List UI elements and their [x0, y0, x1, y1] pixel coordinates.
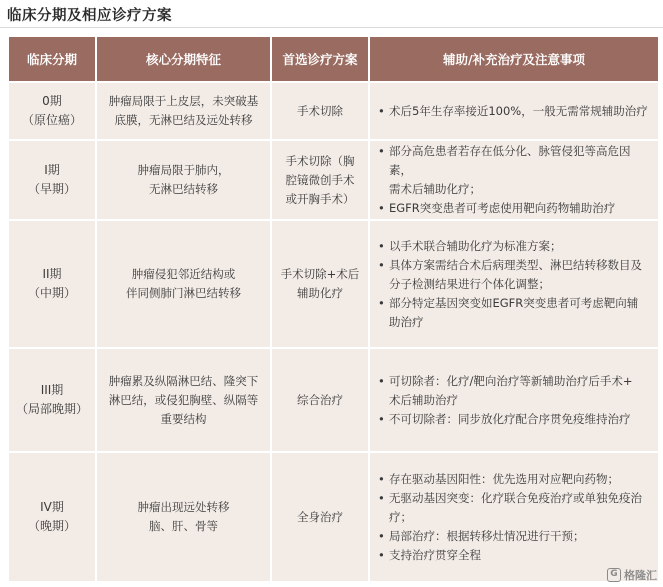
treatment-text: 辅助化疗	[297, 286, 343, 300]
stage-text: （原位癌）	[21, 113, 82, 127]
cell-features	[96, 82, 271, 140]
list-item	[378, 372, 648, 410]
list-item	[378, 142, 648, 199]
stage-text: IV期	[40, 500, 64, 514]
treatment-text: 全身治疗	[297, 509, 343, 524]
features-text: 底膜，无淋巴结及远处转移	[114, 113, 253, 127]
watermark-logo-icon: G	[607, 568, 621, 582]
stage-text: （晚期）	[27, 519, 76, 533]
cell-stage	[8, 452, 96, 582]
note-text: 局部治疗：根据转移灶情况进行干预；	[389, 528, 585, 543]
note-text: 部分特定基因突变如EGFR突变患者可考虑靶向辅	[389, 295, 639, 310]
note-text: 无驱动基因突变：化疗联合免疫治疗或单独免疫治	[389, 490, 642, 505]
note-text: 分子检测结果进行个体化调整；	[389, 276, 550, 291]
stage-text: （局部晚期）	[15, 402, 88, 416]
list-item	[378, 546, 648, 565]
cell-notes	[369, 220, 659, 348]
features-text: 肿瘤侵犯邻近结构或	[131, 267, 236, 281]
cell-stage	[8, 82, 96, 140]
table-row	[8, 82, 659, 140]
header-features: 核心分期特征	[96, 36, 271, 82]
note-text: 不可切除者：同步放化疗配合序贯免疫维持治疗	[389, 411, 631, 426]
notes-list	[378, 142, 648, 218]
stage-text: I期	[44, 163, 60, 177]
cell-stage	[8, 220, 96, 348]
stage-text: II期	[42, 267, 62, 281]
features-text: 重要结构	[160, 411, 207, 426]
notes-list	[378, 237, 648, 332]
list-item	[378, 527, 648, 546]
header-treatment: 首选诊疗方案	[271, 36, 369, 82]
note-text: 支持治疗贯穿全程	[389, 547, 481, 562]
features-text: 肿瘤累及纵隔淋巴结、隆突下	[108, 373, 259, 388]
list-item	[378, 294, 648, 332]
staging-table	[7, 35, 660, 583]
cell-treatment	[271, 82, 369, 140]
table-header-row	[8, 36, 659, 82]
note-text: EGFR突变患者可考虑使用靶向药物辅助治疗	[389, 201, 616, 215]
cell-notes	[369, 452, 659, 582]
cell-stage	[8, 140, 96, 220]
cell-notes	[369, 348, 659, 452]
note-text: 可切除者：化疗/靶向治疗等新辅助治疗后手术+	[389, 373, 633, 388]
treatment-text: 手术切除（胸	[285, 153, 355, 168]
stage-text: III期	[40, 383, 64, 397]
note-text: 存在驱动基因阳性：优先选用对应靶向药物；	[389, 471, 619, 486]
list-item	[378, 256, 648, 294]
features-text: 肿瘤局限于肺内，	[137, 163, 230, 177]
cell-treatment	[271, 220, 369, 348]
table-row	[8, 348, 659, 452]
cell-features	[96, 220, 271, 348]
features-text: 无淋巴结转移	[149, 182, 218, 196]
table-row	[8, 452, 659, 582]
features-text: 伴同侧肺门淋巴结转移	[126, 286, 241, 300]
stage-text: （早期）	[27, 182, 76, 196]
list-item	[378, 199, 648, 218]
watermark	[607, 567, 657, 583]
notes-list	[378, 372, 648, 429]
cell-features	[96, 348, 271, 452]
notes-list	[378, 102, 648, 121]
list-item	[378, 489, 648, 527]
cell-treatment	[271, 348, 369, 452]
features-text: 肿瘤出现远处转移	[137, 500, 230, 514]
list-item	[378, 237, 648, 256]
note-text: 部分高危患者若存在低分化、脉管侵犯等高危因素，	[389, 144, 631, 177]
list-item	[378, 470, 648, 489]
page-title: 临床分期及相应诊疗方案	[7, 8, 172, 24]
watermark-text: 格隆汇	[624, 569, 657, 582]
cell-treatment	[271, 140, 369, 220]
note-text: 助治疗	[389, 314, 424, 329]
note-text: 具体方案需结合术后病理类型、淋巴结转移数目及	[389, 257, 642, 272]
features-text: 肿瘤局限于上皮层，未突破基	[108, 94, 259, 108]
note-text: 术后辅助治疗	[389, 392, 458, 407]
cell-notes	[369, 140, 659, 220]
treatment-text: 腔镜微创手术	[285, 172, 355, 187]
features-text: 淋巴结，或侵犯胸壁、纵隔等	[108, 392, 259, 407]
note-text: 需术后辅助化疗；	[389, 182, 481, 196]
table-row	[8, 220, 659, 348]
list-item	[378, 410, 648, 429]
note-text: 疗；	[389, 509, 412, 524]
features-text: 脑、肝、骨等	[149, 519, 218, 533]
note-text: 以手术联合辅助化疗为标准方案；	[389, 238, 562, 253]
note-text: 术后5年生存率接近100%，一般无需常规辅助治疗	[389, 103, 648, 118]
title-divider	[0, 27, 663, 28]
cell-features	[96, 452, 271, 582]
stage-text: 0期	[42, 94, 62, 108]
cell-stage	[8, 348, 96, 452]
treatment-text: 综合治疗	[297, 392, 343, 407]
treatment-text: 手术切除+术后	[280, 267, 360, 281]
cell-notes	[369, 82, 659, 140]
list-item	[378, 102, 648, 121]
stage-text: （中期）	[27, 286, 76, 300]
header-notes: 辅助/补充治疗及注意事项	[369, 36, 659, 82]
notes-list	[378, 470, 648, 565]
cell-features	[96, 140, 271, 220]
treatment-text: 或开胸手术）	[285, 191, 355, 206]
cell-treatment	[271, 452, 369, 582]
treatment-text: 手术切除	[297, 103, 343, 118]
header-stage: 临床分期	[8, 36, 96, 82]
table-row	[8, 140, 659, 220]
